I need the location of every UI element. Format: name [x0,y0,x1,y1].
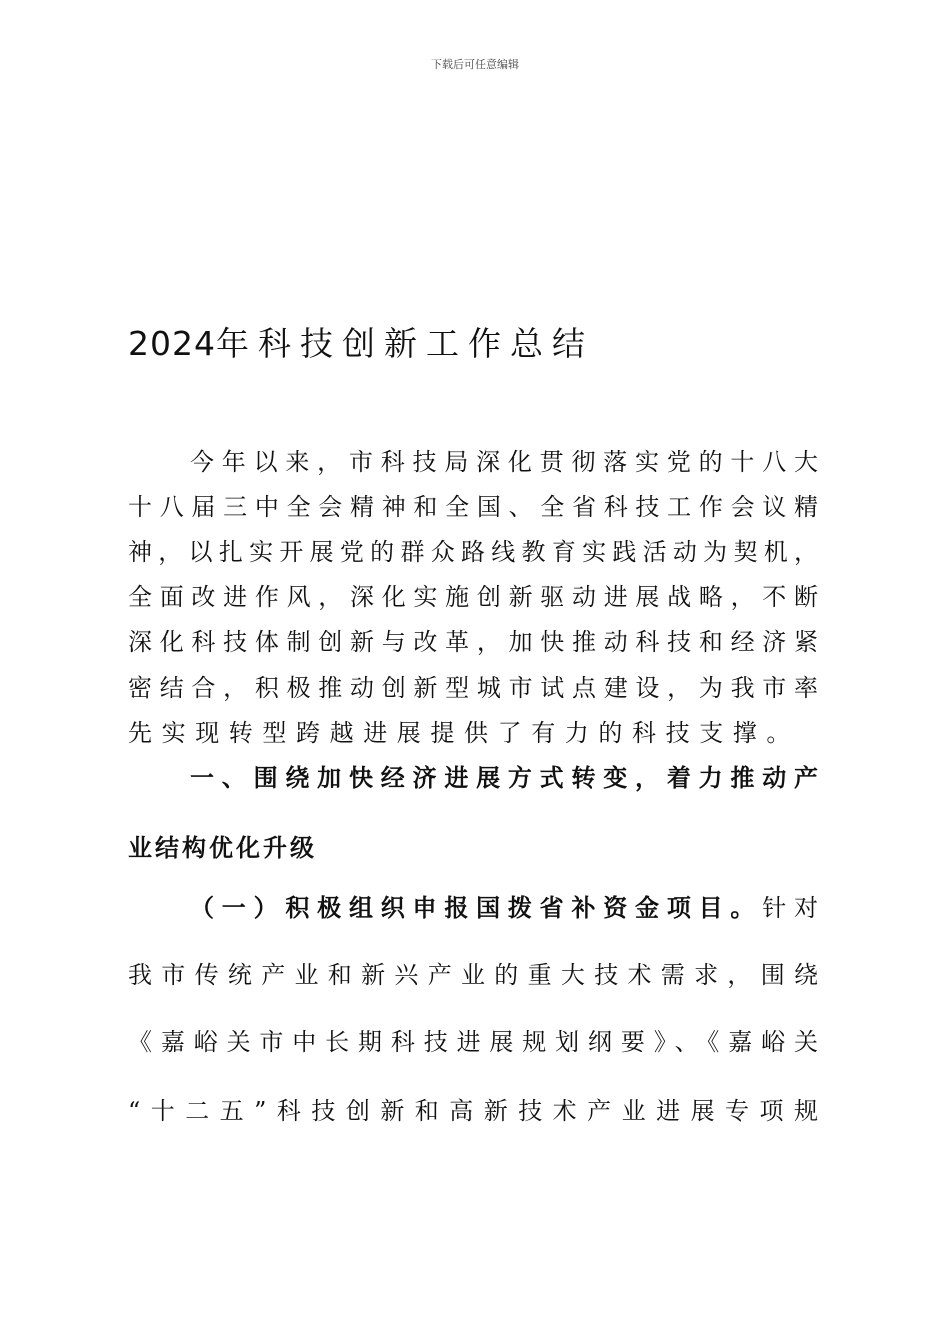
intro-line-1: 今年以来，市科技局深化贯彻落实党的十八大 [190,448,818,476]
title-year: 2024 [128,324,216,363]
section-heading-line-1: 一、围绕加快经济进展方式转变，着力推动产 [190,764,818,792]
subsection-heading-tail: 针对 [762,894,819,922]
header-note: 下载后可任意编辑 [431,58,519,71]
intro-line-4: 全面改进作风，深化实施创新驱动进展战略，不断 [128,583,818,611]
title-text: 年科技创新工作总结 [215,324,594,363]
section-heading-line-2: 业结构优化升级 [128,834,317,862]
intro-line-7: 先实现转型跨越进展提供了有力的科技支撑。 [128,719,800,747]
intro-line-5: 深化科技体制创新与改革，加快推动科技和经济紧 [128,628,818,656]
intro-line-6: 密结合，积极推动创新型城市试点建设，为我市率 [128,674,818,702]
subsection-line-2: 《嘉峪关市中长期科技进展规划纲要》、《嘉峪关 [128,1028,818,1056]
subsection-heading-line [190,893,818,923]
intro-line-3: 神，以扎实开展党的群众路线教育实践活动为契机， [128,538,818,566]
subsection-line-3: “十二五”科技创新和高新技术产业进展专项规 [128,1097,818,1125]
page-title [128,322,594,366]
subsection-heading: （一）积极组织申报国拨省补资金项目。 [190,894,763,922]
subsection-line-1: 我市传统产业和新兴产业的重大技术需求，围绕 [128,961,818,989]
intro-line-2: 十八届三中全会精神和全国、全省科技工作会议精 [128,493,818,521]
